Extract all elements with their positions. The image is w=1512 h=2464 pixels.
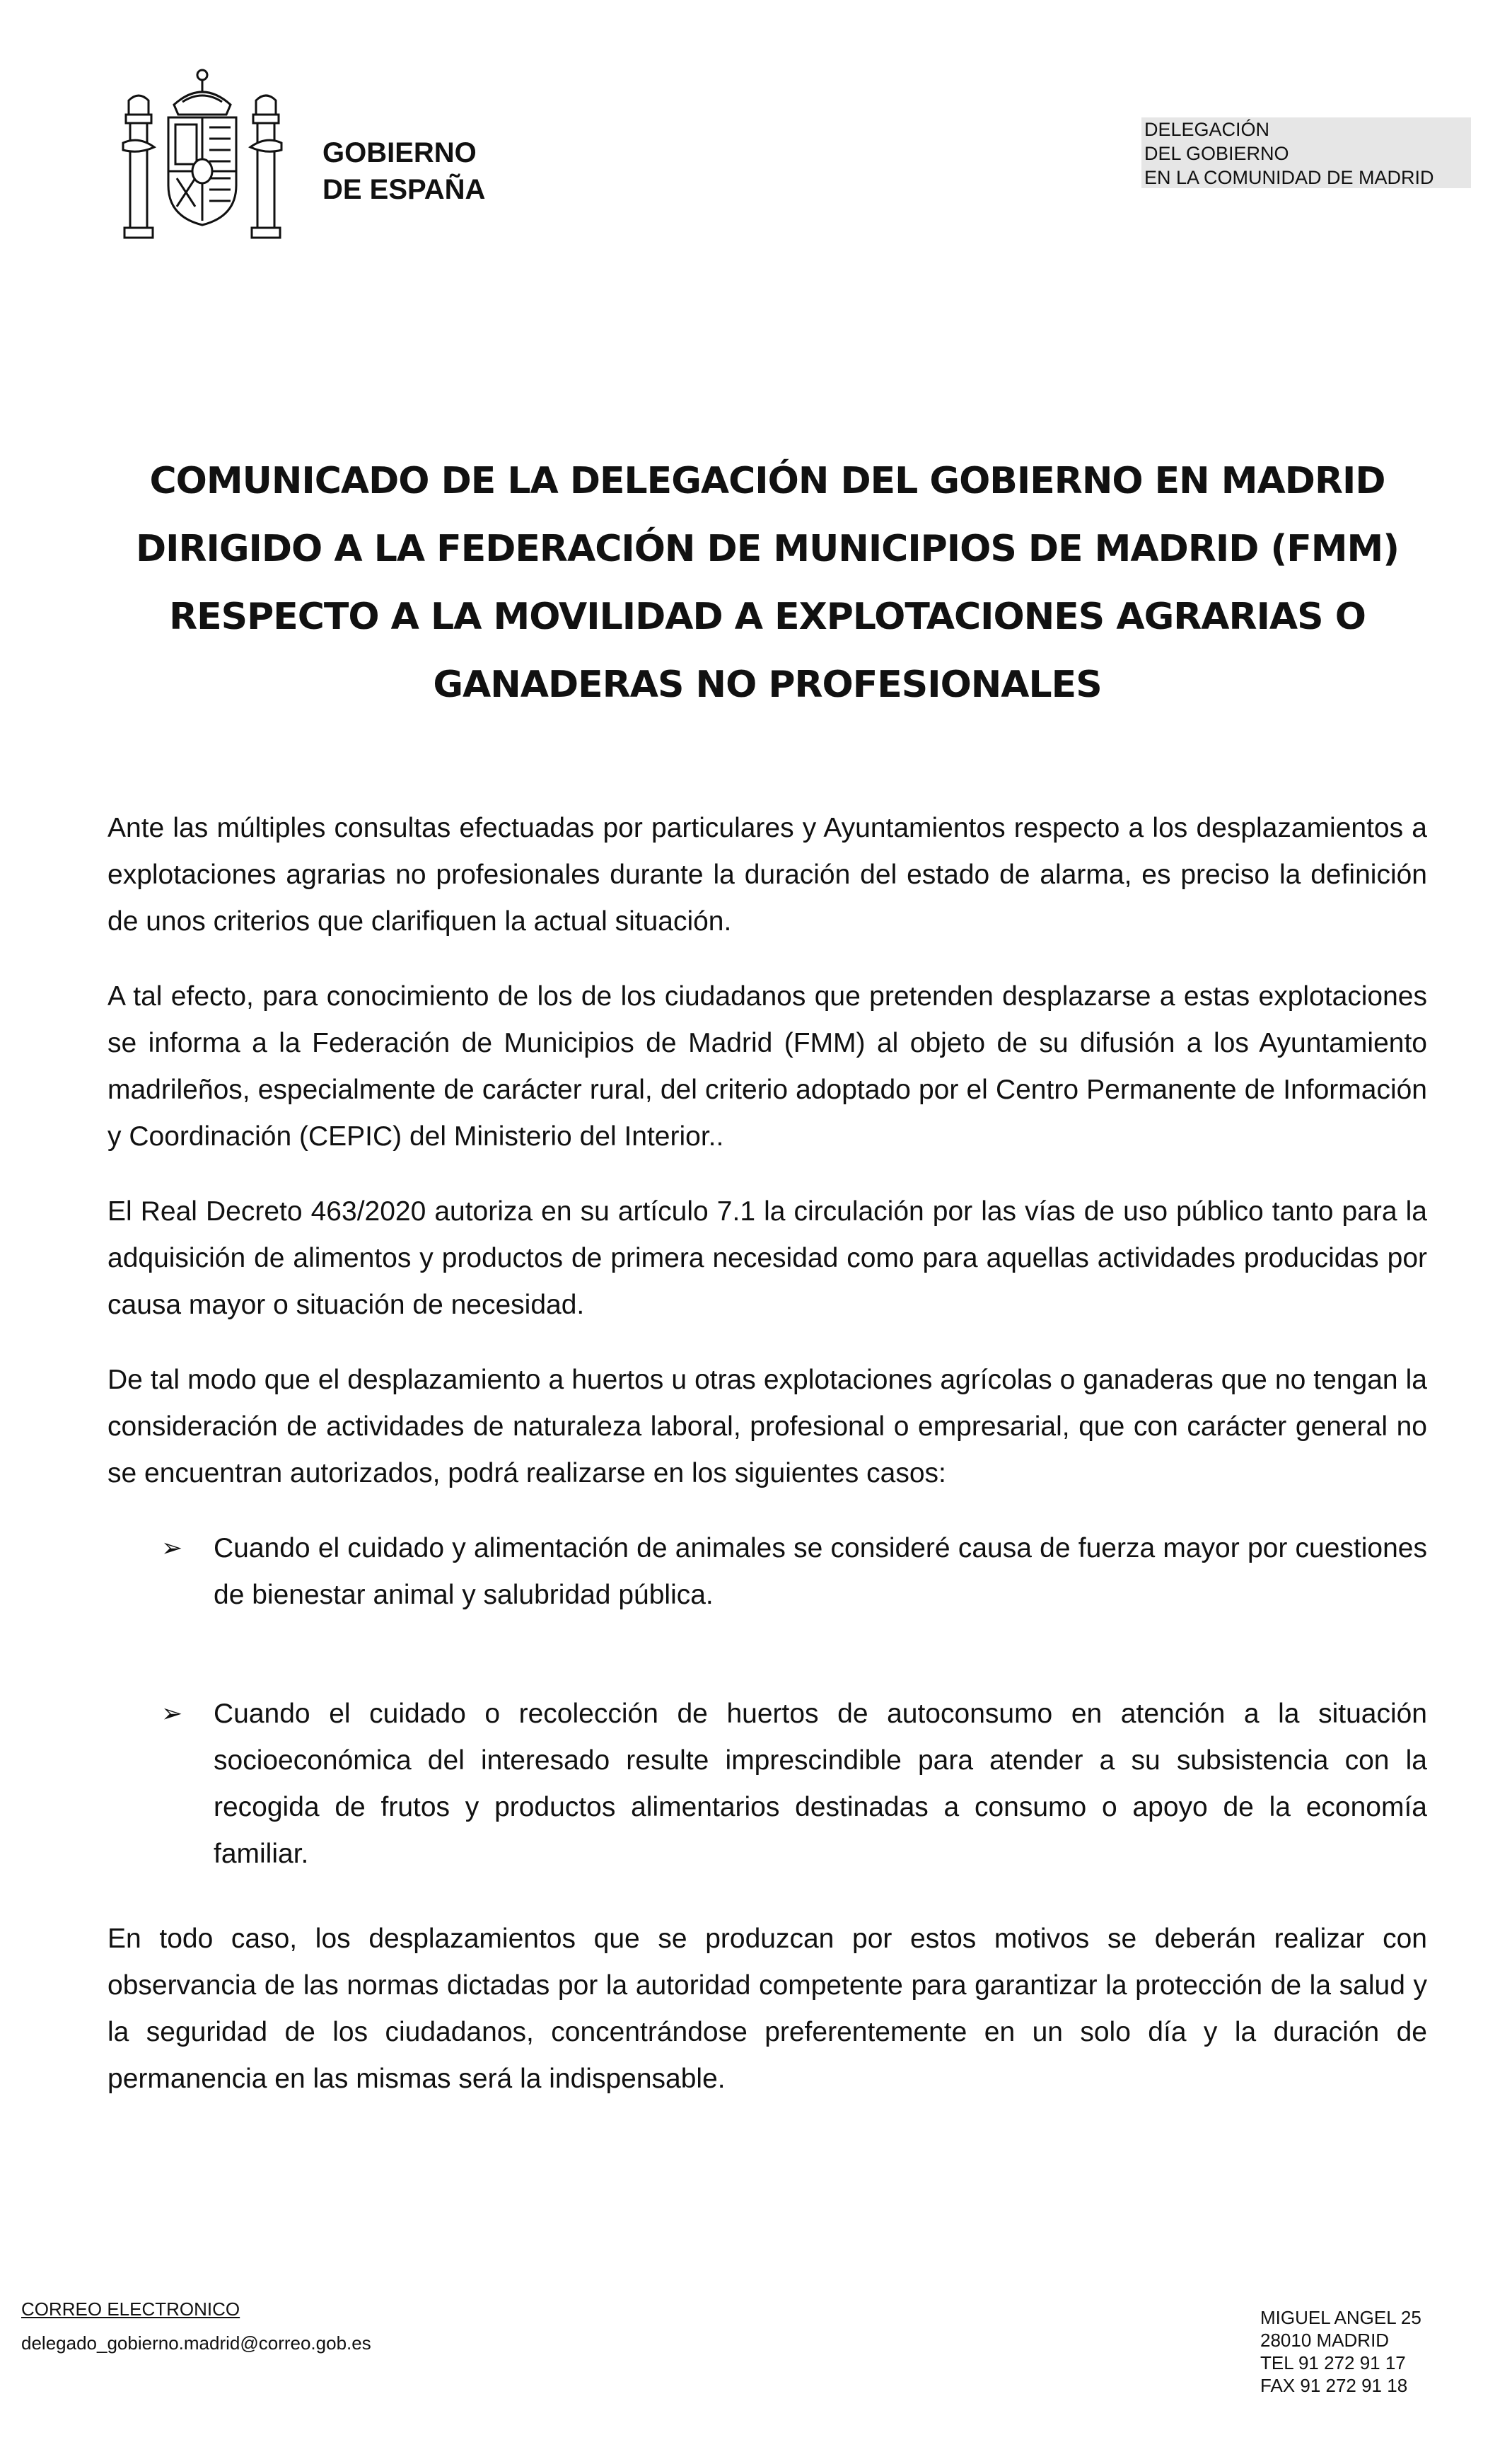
title-line2: DIRIGIDO A LA FEDERACIÓN DE MUNICIPIOS DE MADRID (FMM) xyxy=(135,528,1400,570)
title-line4: GANADERAS NO PROFESIONALES xyxy=(433,664,1102,706)
delegation-line3: EN LA COMUNIDAD DE MADRID xyxy=(1144,167,1434,188)
title-line3: RESPECTO A LA MOVILIDAD A EXPLOTACIONES AGRARIAS O xyxy=(169,596,1366,638)
footer-contact xyxy=(21,2292,371,2360)
delegation-line1: DELEGACIÓN xyxy=(1144,119,1270,140)
list-item xyxy=(107,1691,1427,1878)
bullet-text-gardens: Cuando el cuidado o recolección de huertos de autoconsumo en atención a la situación socioeconómica del interesado resulte imprescindible para atender a su subsistencia con la recogida de frutos y productos alimentarios destinadas a consumo o apoyo de la economía familiar. xyxy=(214,1699,1427,1869)
phone-number: TEL 91 272 91 17 xyxy=(1260,2352,1406,2373)
paragraph-intro: Ante las múltiples consultas efectuadas por particulares y Ayuntamientos respecto a los desplazamientos a explotaciones agrarias no profesionales durante la duración del estado de alarma, es preciso la definición de unos criterios que clarifiquen la actual situación. xyxy=(107,813,1427,937)
gov-name-line1: GOBIERNO xyxy=(322,137,477,168)
gov-name-line2: DE ESPAÑA xyxy=(322,174,486,205)
bullet-text-animals: Cuando el cuidado y alimentación de animales se consideré causa de fuerza mayor por cuestiones de bienestar animal y salubridad pública. xyxy=(214,1533,1427,1610)
footer-address xyxy=(1260,2306,1421,2397)
fax-number: FAX 91 272 91 18 xyxy=(1260,2375,1408,2396)
arrow-bullet-icon: ➢ xyxy=(161,1699,183,1728)
paragraph-decree: El Real Decreto 463/2020 autoriza en su artículo 7.1 la circulación por las vías de uso público tanto para la adquisición de alimentos y productos de primera necesidad como para aquellas actividades producidas por causa mayor o situación de necesidad. xyxy=(107,1196,1427,1320)
delegation-header xyxy=(1141,117,1471,188)
paragraph-cases-intro: De tal modo que el desplazamiento a huertos u otras explotaciones agrícolas o ganaderas que no tengan la consideración de actividades de naturaleza laboral, profesional o empresarial, que con carácter general no se encuentran autorizados, podrá realizarse en los siguientes casos: xyxy=(107,1365,1427,1488)
title-line1: COMUNICADO DE LA DELEGACIÓN DEL GOBIERNO EN MADRID xyxy=(149,460,1385,502)
document-body xyxy=(107,805,1427,2131)
address-street: MIGUEL ANGEL 25 xyxy=(1260,2307,1421,2328)
coat-of-arms-icon xyxy=(119,65,286,243)
arrow-bullet-icon: ➢ xyxy=(161,1534,183,1563)
email-label: CORREO ELECTRONICO xyxy=(21,2298,240,2320)
delegation-line2: DEL GOBIERNO xyxy=(1144,143,1289,164)
list-item xyxy=(107,1525,1427,1619)
paragraph-purpose: A tal efecto, para conocimiento de los de los ciudadanos que pretenden desplazarse a estas explotaciones se informa a la Federación de Municipios de Madrid (FMM) al objeto de su difusión a los Ayuntamiento madrileños, especialmente de carácter rural, del criterio adoptado por el Centro Permanente de Información y Coordinación (CEPIC) del Ministerio del Interior.. xyxy=(107,981,1427,1152)
document-title xyxy=(106,447,1429,719)
government-name xyxy=(322,134,485,208)
address-city: 28010 MADRID xyxy=(1260,2330,1390,2351)
email-address[interactable]: delegado_gobierno.madrid@correo.gob.es xyxy=(21,2332,371,2354)
paragraph-conclusion: En todo caso, los desplazamientos que se produzcan por estos motivos se deberán realizar con observancia de las normas dictadas por la autoridad competente para garantizar la protección de la salud y la seguridad de los ciudadanos, concentrándose preferentemente en un solo día y la duración de permanencia en las mismas será la indispensable. xyxy=(107,1924,1427,2094)
